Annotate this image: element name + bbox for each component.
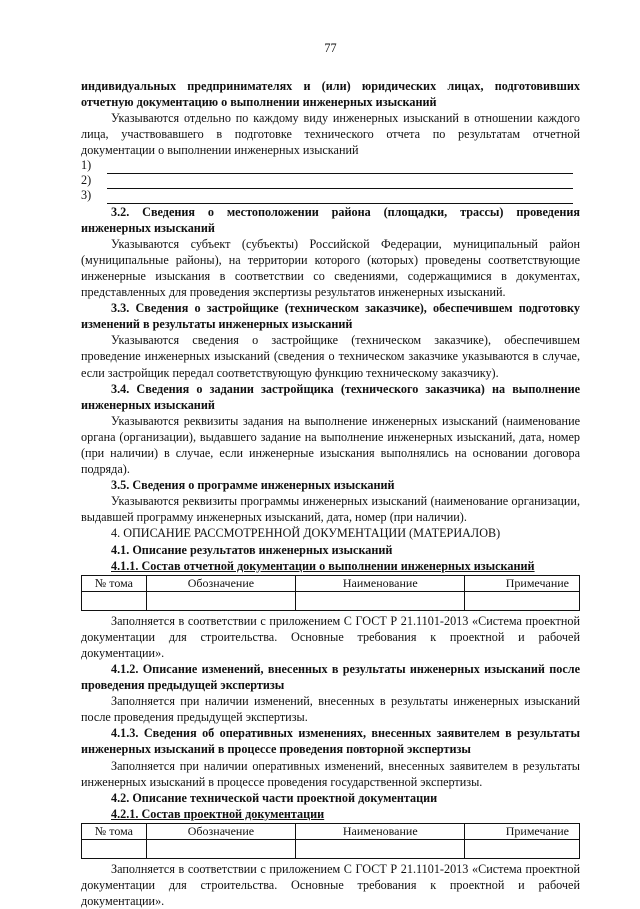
section-3-3-heading: 3.3. Сведения о застройщике (техническом заказчике), обеспечившем подготовку изменений в результаты инженерных изысканий: [81, 301, 580, 332]
table-cell: [146, 839, 295, 858]
section-4-2-1-heading: 4.2.1. Состав проектной документации: [111, 806, 325, 821]
list-number: 1): [81, 158, 92, 173]
table-row: [82, 591, 580, 610]
table-header-cell: Примечание: [465, 823, 580, 839]
table-header-cell: Наименование: [296, 575, 465, 591]
intro-paragraph: Указываются отдельно по каждому виду инженерных изысканий в отношении каждого лица, участвовавшего в подготовке технического отчета по результатам отчетной документации о выполнении инженерных изысканий: [81, 111, 580, 158]
documentation-table-1: [81, 575, 580, 611]
table-cell: [465, 839, 580, 858]
blank-list-item: [81, 159, 580, 174]
blank-line: [107, 177, 573, 189]
table-cell: [82, 839, 147, 858]
blank-line: [107, 192, 573, 204]
blank-line: [107, 162, 573, 174]
section-3-2-paragraph: Указываются субъект (субъекты) Российской Федерации, муниципальный район (муниципальные районы), на территории которого (которых) проведены соответствующие инженерные изыскания в соответствии со сведениями, содержащимися в документах, представленных для проведения экспертизы результатов инженерных изысканий.: [81, 236, 580, 300]
table-cell: [296, 591, 465, 610]
section-4-1-heading: 4.1. Описание результатов инженерных изысканий: [111, 542, 393, 557]
table-header-row: [82, 575, 580, 591]
section-4-1-1-heading: 4.1.1. Состав отчетной документации о выполнении инженерных изысканий: [111, 558, 535, 573]
table-header-row: [82, 823, 580, 839]
list-number: 3): [81, 188, 92, 203]
section-3-4-heading: 3.4. Сведения о задании застройщика (технического заказчика) на выполнение инженерных изысканий: [81, 381, 580, 412]
section-4-2-heading: 4.2. Описание технической части проектной документации: [111, 790, 438, 805]
blank-list-item: [81, 174, 580, 189]
table-cell: [296, 839, 465, 858]
fill-note-1: Заполняется в соответствии с приложением С ГОСТ Р 21.1101-2013 «Система проектной документации для строительства. Основные требования к проектной и рабочей документации».: [81, 613, 580, 660]
table-header-cell: Обозначение: [146, 575, 295, 591]
table-header-cell: Примечание: [465, 575, 580, 591]
section-3-5-paragraph: Указываются реквизиты программы инженерных изысканий (наименование организации, выдавшей программу инженерных изысканий, дата, номер (при наличии).: [81, 494, 580, 525]
table-cell: [82, 591, 147, 610]
section-4-title: 4. ОПИСАНИЕ РАССМОТРЕННОЙ ДОКУМЕНТАЦИИ (МАТЕРИАЛОВ): [111, 526, 501, 541]
table-header-cell: Обозначение: [146, 823, 295, 839]
table-cell: [465, 591, 580, 610]
blank-list-item: [81, 189, 580, 204]
table-header-cell: Наименование: [296, 823, 465, 839]
fill-note-2: Заполняется в соответствии с приложением С ГОСТ Р 21.1101-2013 «Система проектной документации для строительства. Основные требования к проектной и рабочей документации».: [81, 861, 580, 909]
table-cell: [146, 591, 295, 610]
page-number: 77: [324, 41, 337, 55]
section-3-4-paragraph: Указываются реквизиты задания на выполнение инженерных изысканий (наименование органа (организации), выдавшего задание на выполнение инженерных изысканий, дата, номер (при наличии) в случае, если инженерные изыскания выполнялись на основании договора подряда).: [81, 413, 580, 477]
table-header-cell: № тома: [82, 575, 147, 591]
list-number: 2): [81, 173, 92, 188]
intro-heading-continuation: индивидуальных предпринимателях и (или) юридических лицах, подготовивших отчетную документацию о выполнении инженерных изысканий: [81, 79, 580, 110]
table-header-cell: № тома: [82, 823, 147, 839]
section-3-3-paragraph: Указываются сведения о застройщике (техническом заказчике), обеспечившем проведение инженерных изысканий (сведения о техническом заказчике указываются в случае, если застройщик передал соответствующую функцию техническому заказчику).: [81, 333, 580, 380]
section-4-1-2-heading: 4.1.2. Описание изменений, внесенных в результаты инженерных изысканий после проведения предыдущей экспертизы: [81, 662, 580, 693]
section-4-1-2-paragraph: Заполняется при наличии изменений, внесенных в результаты инженерных изысканий после проведения предыдущей экспертизы.: [81, 694, 580, 725]
section-3-5-heading: 3.5. Сведения о программе инженерных изысканий: [111, 478, 395, 493]
section-4-1-3-paragraph: Заполняется при наличии оперативных изменений, внесенных заявителем в результаты инженерных изысканий в процессе проведения государственной экспертизы.: [81, 758, 580, 789]
table-row: [82, 839, 580, 858]
documentation-table-2: [81, 823, 580, 859]
section-4-1-3-heading: 4.1.3. Сведения об оперативных изменениях, внесенных заявителем в результаты инженерных изысканий в процессе проведения повторной экспертизы: [81, 726, 580, 757]
section-3-2-heading: 3.2. Сведения о местоположении района (площадки, трассы) проведения инженерных изысканий: [81, 204, 580, 235]
